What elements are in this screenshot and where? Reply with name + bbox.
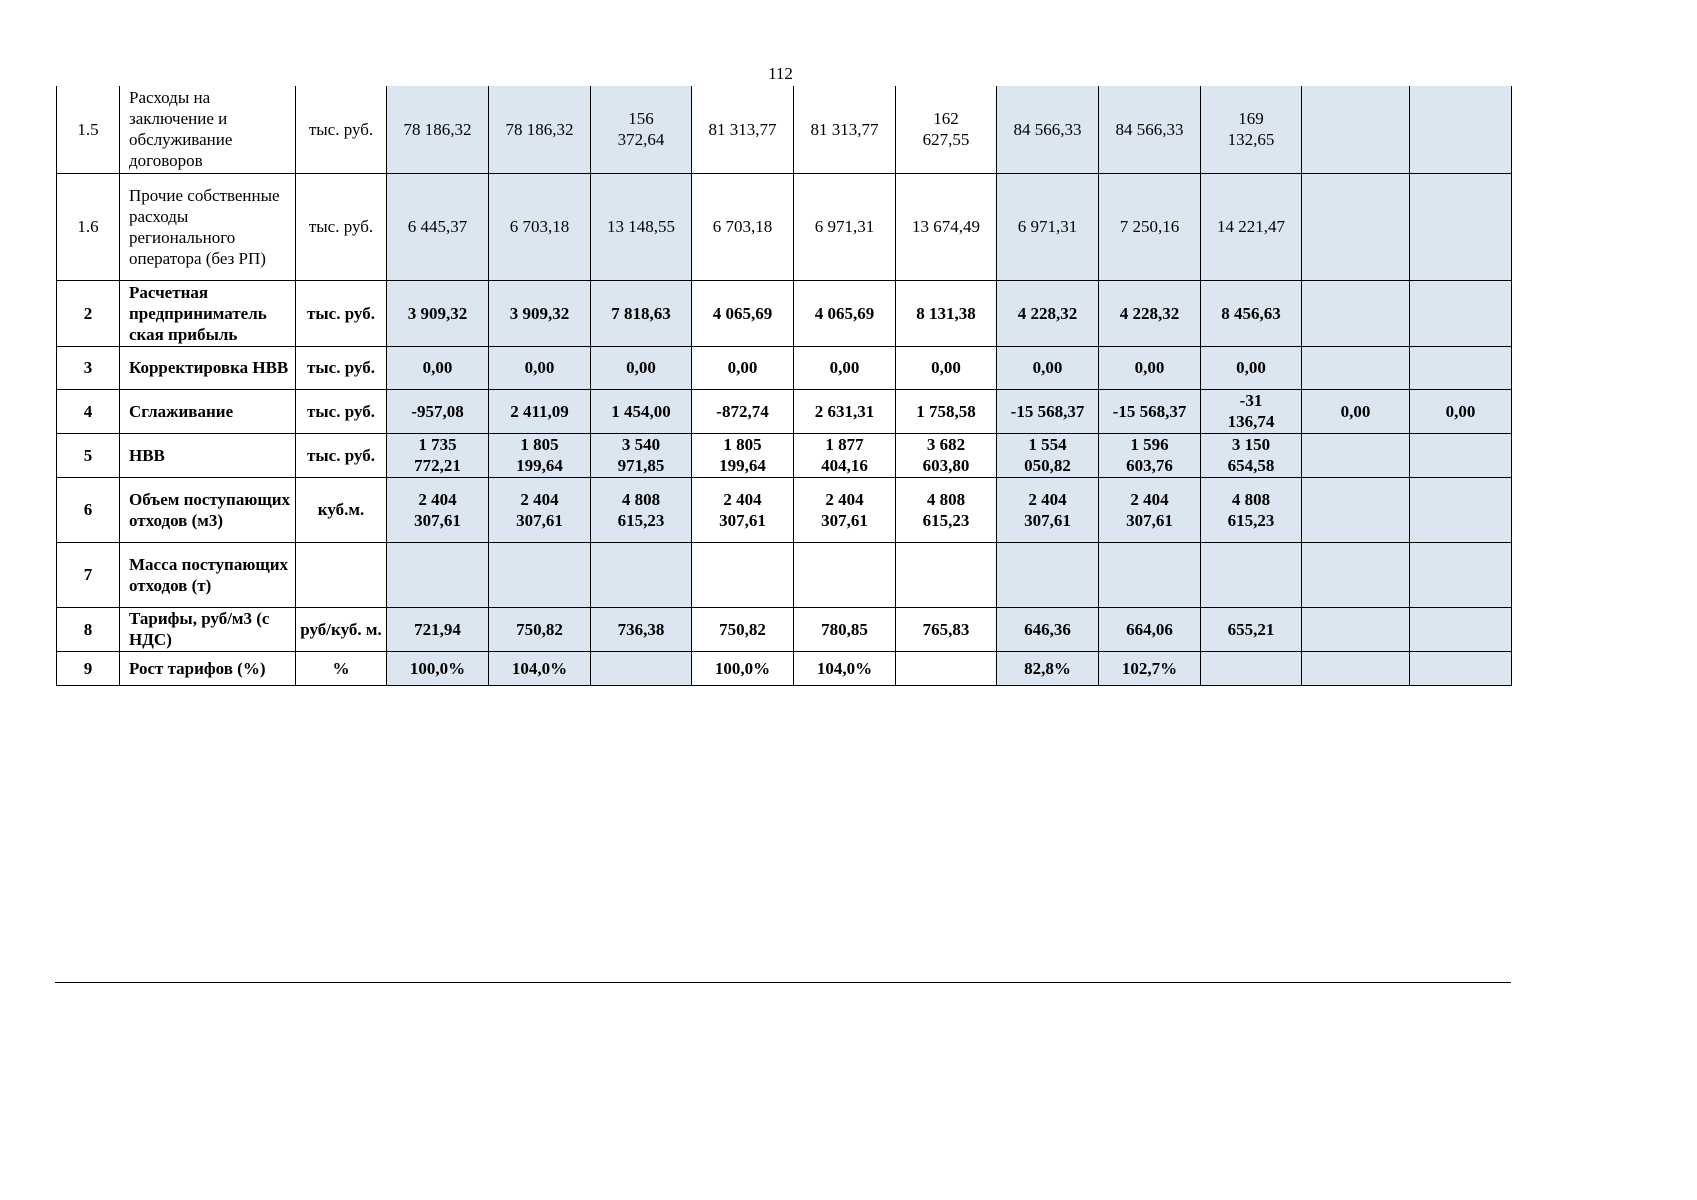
row-unit: тыс. руб. <box>296 389 387 433</box>
value-cell: 2 631,31 <box>794 389 896 433</box>
value-cell: 13 674,49 <box>896 173 997 280</box>
value-cell <box>387 542 489 607</box>
table-row <box>57 542 1512 607</box>
row-name: Расходы на заключение и обслуживание договоров <box>120 86 296 173</box>
row-number: 2 <box>57 280 120 346</box>
row-number: 7 <box>57 542 120 607</box>
row-number: 3 <box>57 346 120 389</box>
value-cell <box>1410 477 1512 542</box>
value-cell <box>1302 542 1410 607</box>
value-cell <box>896 542 997 607</box>
table-row <box>57 477 1512 542</box>
row-unit: тыс. руб. <box>296 433 387 477</box>
value-cell: 0,00 <box>692 346 794 389</box>
value-cell: 162 627,55 <box>896 86 997 173</box>
row-name: Корректировка НВВ <box>120 346 296 389</box>
value-cell <box>997 542 1099 607</box>
value-cell: 102,7% <box>1099 651 1201 685</box>
value-cell: 1 758,58 <box>896 389 997 433</box>
value-cell: 1 454,00 <box>591 389 692 433</box>
value-cell: 2 404 307,61 <box>387 477 489 542</box>
value-cell: 4 808 615,23 <box>591 477 692 542</box>
row-unit: куб.м. <box>296 477 387 542</box>
value-cell: 0,00 <box>1410 389 1512 433</box>
value-cell: 646,36 <box>997 607 1099 651</box>
value-cell: 156 372,64 <box>591 86 692 173</box>
value-cell: 6 703,18 <box>489 173 591 280</box>
value-cell: 81 313,77 <box>692 86 794 173</box>
row-unit: % <box>296 651 387 685</box>
value-cell: 100,0% <box>692 651 794 685</box>
value-cell <box>1302 651 1410 685</box>
row-name: НВВ <box>120 433 296 477</box>
value-cell: 84 566,33 <box>997 86 1099 173</box>
value-cell: 0,00 <box>591 346 692 389</box>
value-cell <box>1410 607 1512 651</box>
value-cell: 780,85 <box>794 607 896 651</box>
value-cell <box>692 542 794 607</box>
row-unit <box>296 542 387 607</box>
value-cell <box>1302 346 1410 389</box>
value-cell <box>1410 542 1512 607</box>
value-cell: 0,00 <box>1099 346 1201 389</box>
row-name: Прочие собственные расходы регионального оператора (без РП) <box>120 173 296 280</box>
value-cell: 4 228,32 <box>1099 280 1201 346</box>
value-cell: 3 682 603,80 <box>896 433 997 477</box>
value-cell: 14 221,47 <box>1201 173 1302 280</box>
value-cell <box>1302 433 1410 477</box>
value-cell: 6 703,18 <box>692 173 794 280</box>
value-cell: 1 877 404,16 <box>794 433 896 477</box>
value-cell: 78 186,32 <box>489 86 591 173</box>
value-cell: -15 568,37 <box>997 389 1099 433</box>
value-cell: 13 148,55 <box>591 173 692 280</box>
value-cell: 765,83 <box>896 607 997 651</box>
row-number: 5 <box>57 433 120 477</box>
table-row <box>57 651 1512 685</box>
value-cell: -872,74 <box>692 389 794 433</box>
row-name: Объем поступающих отходов (м3) <box>120 477 296 542</box>
value-cell <box>896 651 997 685</box>
value-cell: 655,21 <box>1201 607 1302 651</box>
value-cell <box>1302 280 1410 346</box>
value-cell <box>1201 651 1302 685</box>
value-cell: 104,0% <box>489 651 591 685</box>
value-cell: 2 404 307,61 <box>997 477 1099 542</box>
row-name: Тарифы, руб/м3 (с НДС) <box>120 607 296 651</box>
value-cell: 2 404 307,61 <box>692 477 794 542</box>
value-cell: 2 404 307,61 <box>1099 477 1201 542</box>
value-cell: 1 805 199,64 <box>692 433 794 477</box>
row-number: 9 <box>57 651 120 685</box>
value-cell <box>1302 477 1410 542</box>
row-number: 1.6 <box>57 173 120 280</box>
value-cell: 721,94 <box>387 607 489 651</box>
value-cell: 0,00 <box>1201 346 1302 389</box>
value-cell: 7 818,63 <box>591 280 692 346</box>
value-cell <box>1099 542 1201 607</box>
value-cell: 736,38 <box>591 607 692 651</box>
value-cell: 100,0% <box>387 651 489 685</box>
value-cell: 0,00 <box>997 346 1099 389</box>
value-cell <box>1410 433 1512 477</box>
row-name: Рост тарифов (%) <box>120 651 296 685</box>
value-cell: 82,8% <box>997 651 1099 685</box>
row-name: Расчетная предприниматель ская прибыль <box>120 280 296 346</box>
value-cell: 4 228,32 <box>997 280 1099 346</box>
value-cell <box>489 542 591 607</box>
value-cell: 0,00 <box>794 346 896 389</box>
value-cell: 3 909,32 <box>387 280 489 346</box>
row-unit: тыс. руб. <box>296 280 387 346</box>
value-cell <box>591 651 692 685</box>
value-cell <box>591 542 692 607</box>
value-cell: 0,00 <box>387 346 489 389</box>
value-cell <box>1410 173 1512 280</box>
table-row <box>57 173 1512 280</box>
value-cell <box>1410 346 1512 389</box>
value-cell: 3 909,32 <box>489 280 591 346</box>
footer-rule <box>55 982 1511 983</box>
value-cell: 0,00 <box>1302 389 1410 433</box>
row-number: 6 <box>57 477 120 542</box>
value-cell <box>1201 542 1302 607</box>
value-cell: 3 150 654,58 <box>1201 433 1302 477</box>
value-cell: 1 735 772,21 <box>387 433 489 477</box>
value-cell: 84 566,33 <box>1099 86 1201 173</box>
tariff-table <box>56 86 1512 686</box>
value-cell: -31 136,74 <box>1201 389 1302 433</box>
value-cell: 6 971,31 <box>794 173 896 280</box>
value-cell: 750,82 <box>489 607 591 651</box>
value-cell: 2 404 307,61 <box>794 477 896 542</box>
row-unit: тыс. руб. <box>296 346 387 389</box>
value-cell: -15 568,37 <box>1099 389 1201 433</box>
value-cell: -957,08 <box>387 389 489 433</box>
value-cell: 664,06 <box>1099 607 1201 651</box>
value-cell <box>1410 280 1512 346</box>
value-cell: 1 554 050,82 <box>997 433 1099 477</box>
value-cell <box>1302 86 1410 173</box>
value-cell: 1 805 199,64 <box>489 433 591 477</box>
value-cell: 3 540 971,85 <box>591 433 692 477</box>
row-unit: тыс. руб. <box>296 173 387 280</box>
value-cell: 1 596 603,76 <box>1099 433 1201 477</box>
value-cell <box>1410 86 1512 173</box>
value-cell: 81 313,77 <box>794 86 896 173</box>
value-cell: 8 131,38 <box>896 280 997 346</box>
row-name: Масса поступающих отходов (т) <box>120 542 296 607</box>
value-cell: 4 808 615,23 <box>1201 477 1302 542</box>
value-cell: 169 132,65 <box>1201 86 1302 173</box>
value-cell: 2 404 307,61 <box>489 477 591 542</box>
table-row <box>57 280 1512 346</box>
table-row <box>57 389 1512 433</box>
value-cell: 4 808 615,23 <box>896 477 997 542</box>
value-cell: 6 445,37 <box>387 173 489 280</box>
row-number: 1.5 <box>57 86 120 173</box>
value-cell: 4 065,69 <box>692 280 794 346</box>
table-row <box>57 433 1512 477</box>
value-cell: 0,00 <box>489 346 591 389</box>
value-cell <box>794 542 896 607</box>
value-cell: 104,0% <box>794 651 896 685</box>
row-unit: руб/куб. м. <box>296 607 387 651</box>
row-name: Сглаживание <box>120 389 296 433</box>
page-number: 112 <box>768 64 793 83</box>
value-cell: 750,82 <box>692 607 794 651</box>
value-cell: 4 065,69 <box>794 280 896 346</box>
value-cell <box>1302 607 1410 651</box>
value-cell: 6 971,31 <box>997 173 1099 280</box>
value-cell: 7 250,16 <box>1099 173 1201 280</box>
table-row <box>57 86 1512 173</box>
value-cell: 0,00 <box>896 346 997 389</box>
value-cell: 78 186,32 <box>387 86 489 173</box>
value-cell <box>1302 173 1410 280</box>
row-number: 4 <box>57 389 120 433</box>
value-cell <box>1410 651 1512 685</box>
row-unit: тыс. руб. <box>296 86 387 173</box>
table-row <box>57 346 1512 389</box>
value-cell: 2 411,09 <box>489 389 591 433</box>
value-cell: 8 456,63 <box>1201 280 1302 346</box>
table-row <box>57 607 1512 651</box>
row-number: 8 <box>57 607 120 651</box>
